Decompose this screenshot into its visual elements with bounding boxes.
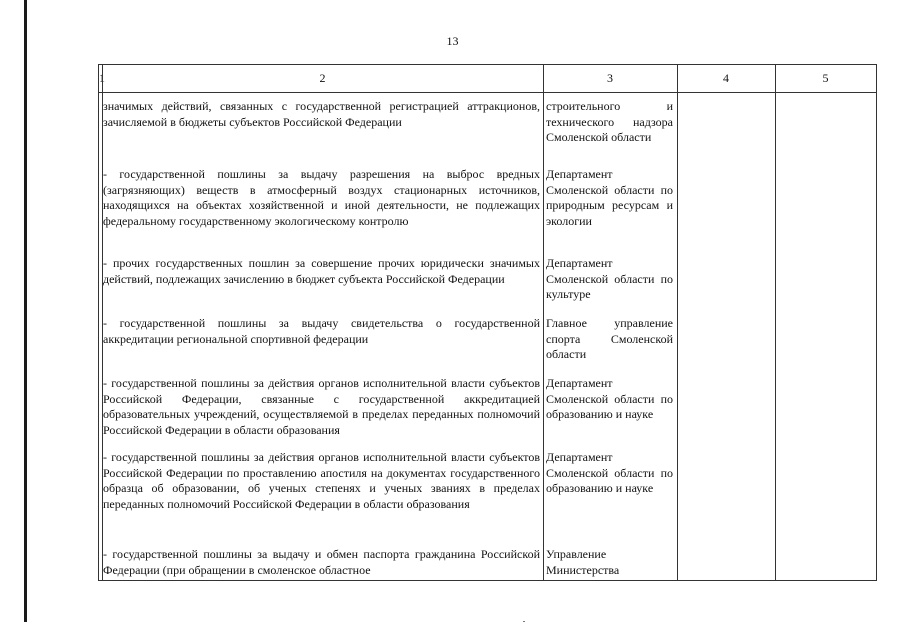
administrator-agency: строительного и технического надзора Смоленской области xyxy=(546,99,673,144)
administrator-agency: Департамент Смоленской области по образованию и науке xyxy=(546,376,673,421)
fee-description: - прочих государственных пошлин за совершение прочих юридически значимых действий, подлежащих зачислению в бюджет субъекта Российской Федерации xyxy=(103,256,540,286)
fee-description: значимых действий, связанных с государственной регистрацией аттракционов, зачисляемой в бюджеты субъектов Российской Федерации xyxy=(103,99,540,129)
administrator-agency: Департамент Смоленской области по культуре xyxy=(546,256,673,301)
page-number: 13 xyxy=(446,34,459,48)
budget-table xyxy=(98,64,877,581)
administrator-agency: Управление Министерства xyxy=(546,547,620,577)
fee-description: - государственной пошлины за выдачу свидетельства о государственной аккредитации региональной спортивной федерации xyxy=(103,316,540,346)
fee-description: - государственной пошлины за действия органов исполнительной власти субъектов Российской Федерации, связанные с государственной аккредитацией образовательных учреждений, осуществляемой в пределах переданных полномочий Российской Федерации в области образования xyxy=(103,376,540,437)
table-header-row xyxy=(99,65,876,93)
header-col-4: 4 xyxy=(723,71,729,85)
fee-description: - государственной пошлины за выдачу разрешения на выброс вредных (загрязняющих) веществ в атмосферный воздух стационарных источников, находящихся на объектах хозяйственной и иной деятельности, не подлежащих федеральному государственному экологическому контролю xyxy=(103,167,540,228)
administrator-agency: Департамент Смоленской области по природным ресурсам и экологии xyxy=(546,167,673,228)
column-divider xyxy=(543,65,544,580)
column-divider xyxy=(677,65,678,580)
header-col-5: 5 xyxy=(822,71,829,85)
header-col-3: 3 xyxy=(607,71,613,85)
scan-speck xyxy=(523,621,525,622)
fee-description: - государственной пошлины за выдачу и обмен паспорта гражданина Российской Федерации (при обращении в смоленское областное xyxy=(103,547,540,577)
administrator-agency: Главное управление спорта Смоленской области xyxy=(546,316,673,361)
administrator-agency: Департамент Смоленской области по образованию и науке xyxy=(546,450,673,495)
header-col-1: 1 xyxy=(99,71,105,85)
fee-description: - государственной пошлины за действия органов исполнительной власти субъектов Российской Федерации по проставлению апостиля на документах государственного образца об образовании, об ученых степенях и ученых званиях в пределах переданных полномочий Российской Федерации в области образования xyxy=(103,450,540,511)
header-col-2: 2 xyxy=(319,71,326,85)
scan-edge-border xyxy=(24,0,27,622)
column-divider xyxy=(775,65,776,580)
